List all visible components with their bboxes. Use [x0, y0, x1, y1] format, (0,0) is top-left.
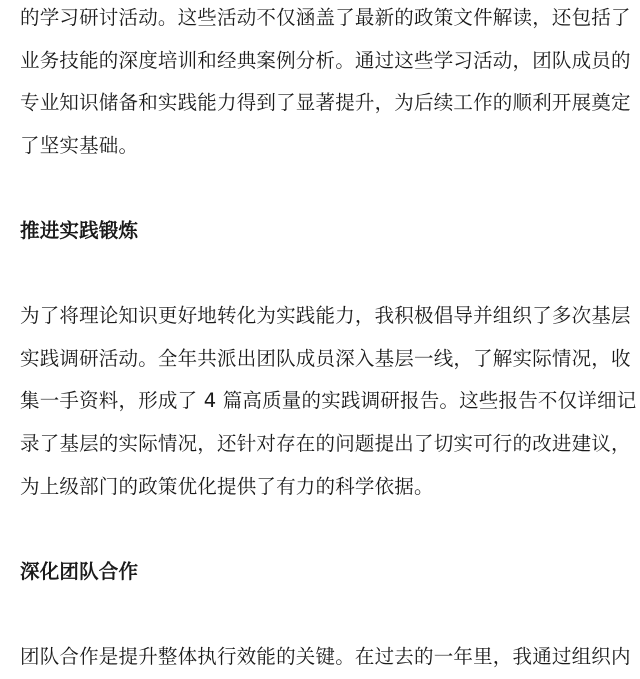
text-line: 录了基层的实际情况，还针对存在的问题提出了切实可行的改进建议，: [20, 431, 631, 455]
section-heading-teamwork: 深化团队合作: [20, 559, 139, 583]
text-line: 专业知识储备和实践能力得到了显著提升，为后续工作的顺利开展奠定: [20, 91, 631, 115]
text-line: 集一手资料，形成了 4 篇高质量的实践调研报告。这些报告不仅详细记: [20, 389, 637, 413]
text-line: 为上级部门的政策优化提供了有力的科学依据。: [20, 474, 434, 498]
text-line: 的学习研讨活动。这些活动不仅涵盖了最新的政策文件解读，还包括了: [20, 6, 631, 29]
text-line: 业务技能的深度培训和经典案例分析。通过这些学习活动，团队成员的: [20, 48, 631, 72]
document-body: [20, 0, 637, 679]
text-line: 为了将理论知识更好地转化为实践能力，我积极倡导并组织了多次基层: [20, 304, 631, 328]
section-heading-practice: 推进实践锻炼: [20, 218, 139, 242]
paragraph-spacer: [20, 167, 624, 210]
paragraph-study-activities: [20, 0, 631, 167]
paragraph-spacer: [20, 508, 624, 551]
paragraph-spacer: [20, 253, 624, 296]
text-line: 实践调研活动。全年共派出团队成员深入基层一线，了解实际情况，收: [20, 346, 631, 370]
paragraph-spacer: [20, 593, 624, 636]
paragraph-teamwork: [20, 636, 631, 679]
text-line: 团队合作是提升整体执行效能的关键。在过去的一年里，我通过组织内: [20, 644, 631, 668]
text-line: 了坚实基础。: [20, 133, 139, 157]
paragraph-practice-research: [20, 295, 637, 508]
